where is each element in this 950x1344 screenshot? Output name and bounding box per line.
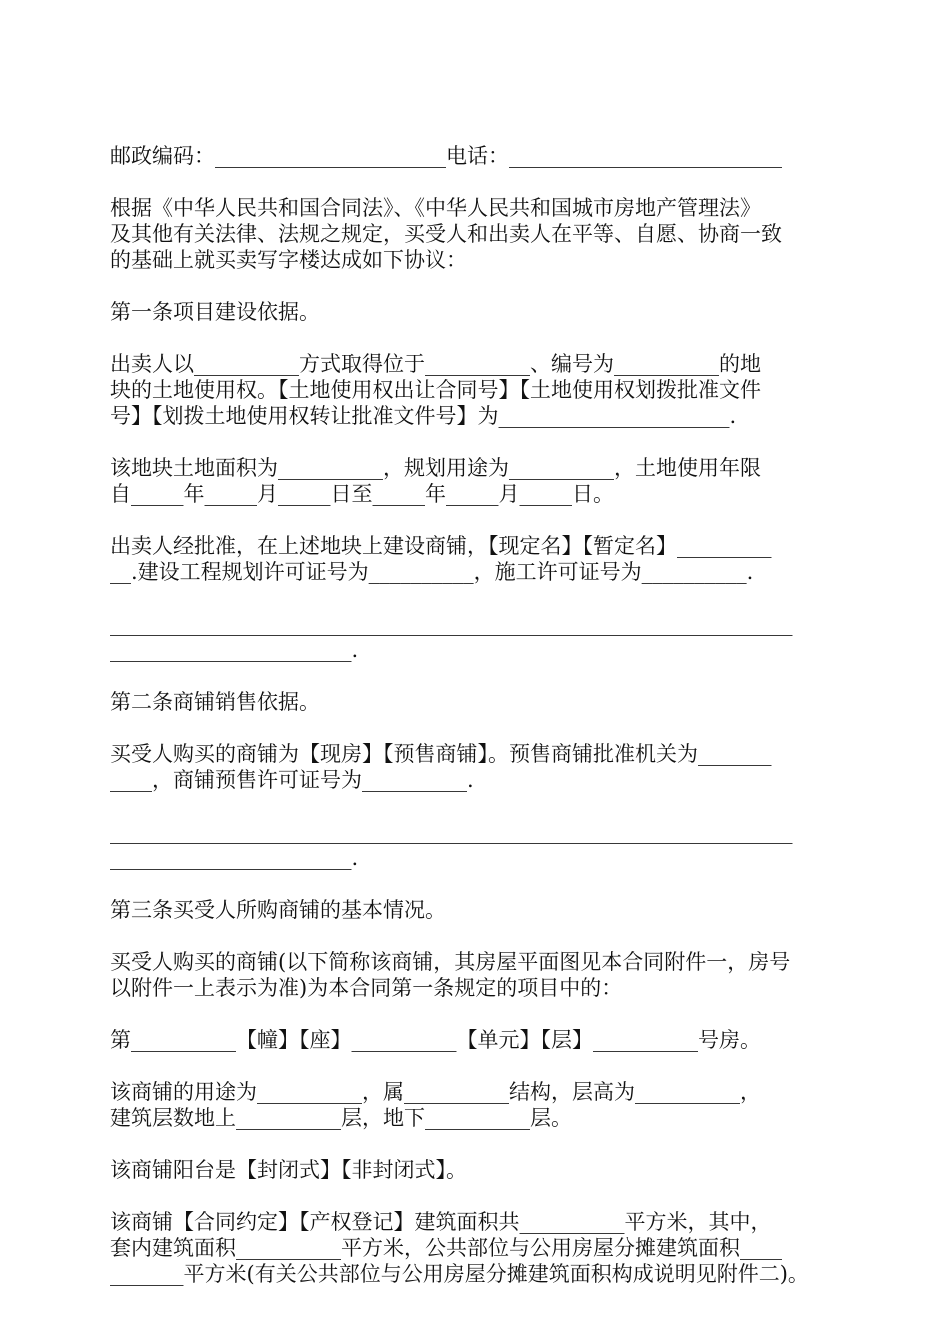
presale-paragraph: 买受人购买的商铺为【现房】【预售商铺】。预售商铺批准机关为_______ ____，商铺预售许可证号为__________. (110, 742, 772, 792)
document-page (110, 143, 845, 1287)
balcony-line: 该商铺阳台是【封闭式】【非封闭式】。 (110, 1158, 467, 1182)
blank-line-paragraph: _________________________________________________________________ _______________________. (110, 820, 793, 870)
land-acquisition-paragraph: 出卖人以__________方式取得位于__________、编号为__________的地 块的土地使用权。【土地使用权出让合同号】【土地使用权划拨批准文件 号】【划拨土地使用权转让批准文件号】为______________________. (110, 352, 761, 428)
blank-line-paragraph: _________________________________________________________________ _______________________. (110, 612, 793, 662)
construction-permit-paragraph: 出卖人经批准，在上述地块上建设商铺，【现定名】【暂定名】_________ __.建设工程规划许可证号为__________，施工许可证号为__________. (110, 534, 772, 584)
article-1-heading: 第一条项目建设依据。 (110, 300, 320, 324)
usage-structure-paragraph: 该商铺的用途为__________，属__________结构，层高为__________， 建筑层数地上__________层，地下__________层。 (110, 1080, 761, 1130)
unit-number-line: 第__________【幢】【座】__________【单元】【层】__________号房。 (110, 1028, 761, 1052)
land-area-paragraph: 该地块土地面积为__________，规划用途为__________，土地使用年限 自_____年_____月_____日至_____年_____月_____日。 (110, 456, 761, 506)
preamble-paragraph: 根据《中华人民共和国合同法》、《中华人民共和国城市房地产管理法》 及其他有关法律、法规之规定，买受人和出卖人在平等、自愿、协商一致 的基础上就买卖写字楼达成如下协议： (110, 196, 782, 272)
article-3-heading: 第三条买受人所购商铺的基本情况。 (110, 898, 446, 922)
postal-phone-line: 邮政编码：______________________电话：__________________________ (110, 144, 782, 168)
shop-description-paragraph: 买受人购买的商铺(以下简称该商铺，其房屋平面图见本合同附件一，房号 以附件一上表示为准)为本合同第一条规定的项目中的： (110, 950, 791, 1000)
article-2-heading: 第二条商铺销售依据。 (110, 690, 320, 714)
floor-area-paragraph: 该商铺【合同约定】【产权登记】建筑面积共__________平方米，其中， 套内建筑面积__________平方米，公共部位与公用房屋分摊建筑面积____ _______平方米(有关公共部位与公用房屋分摊建筑面积构成说明见附件二)。 (110, 1210, 809, 1286)
